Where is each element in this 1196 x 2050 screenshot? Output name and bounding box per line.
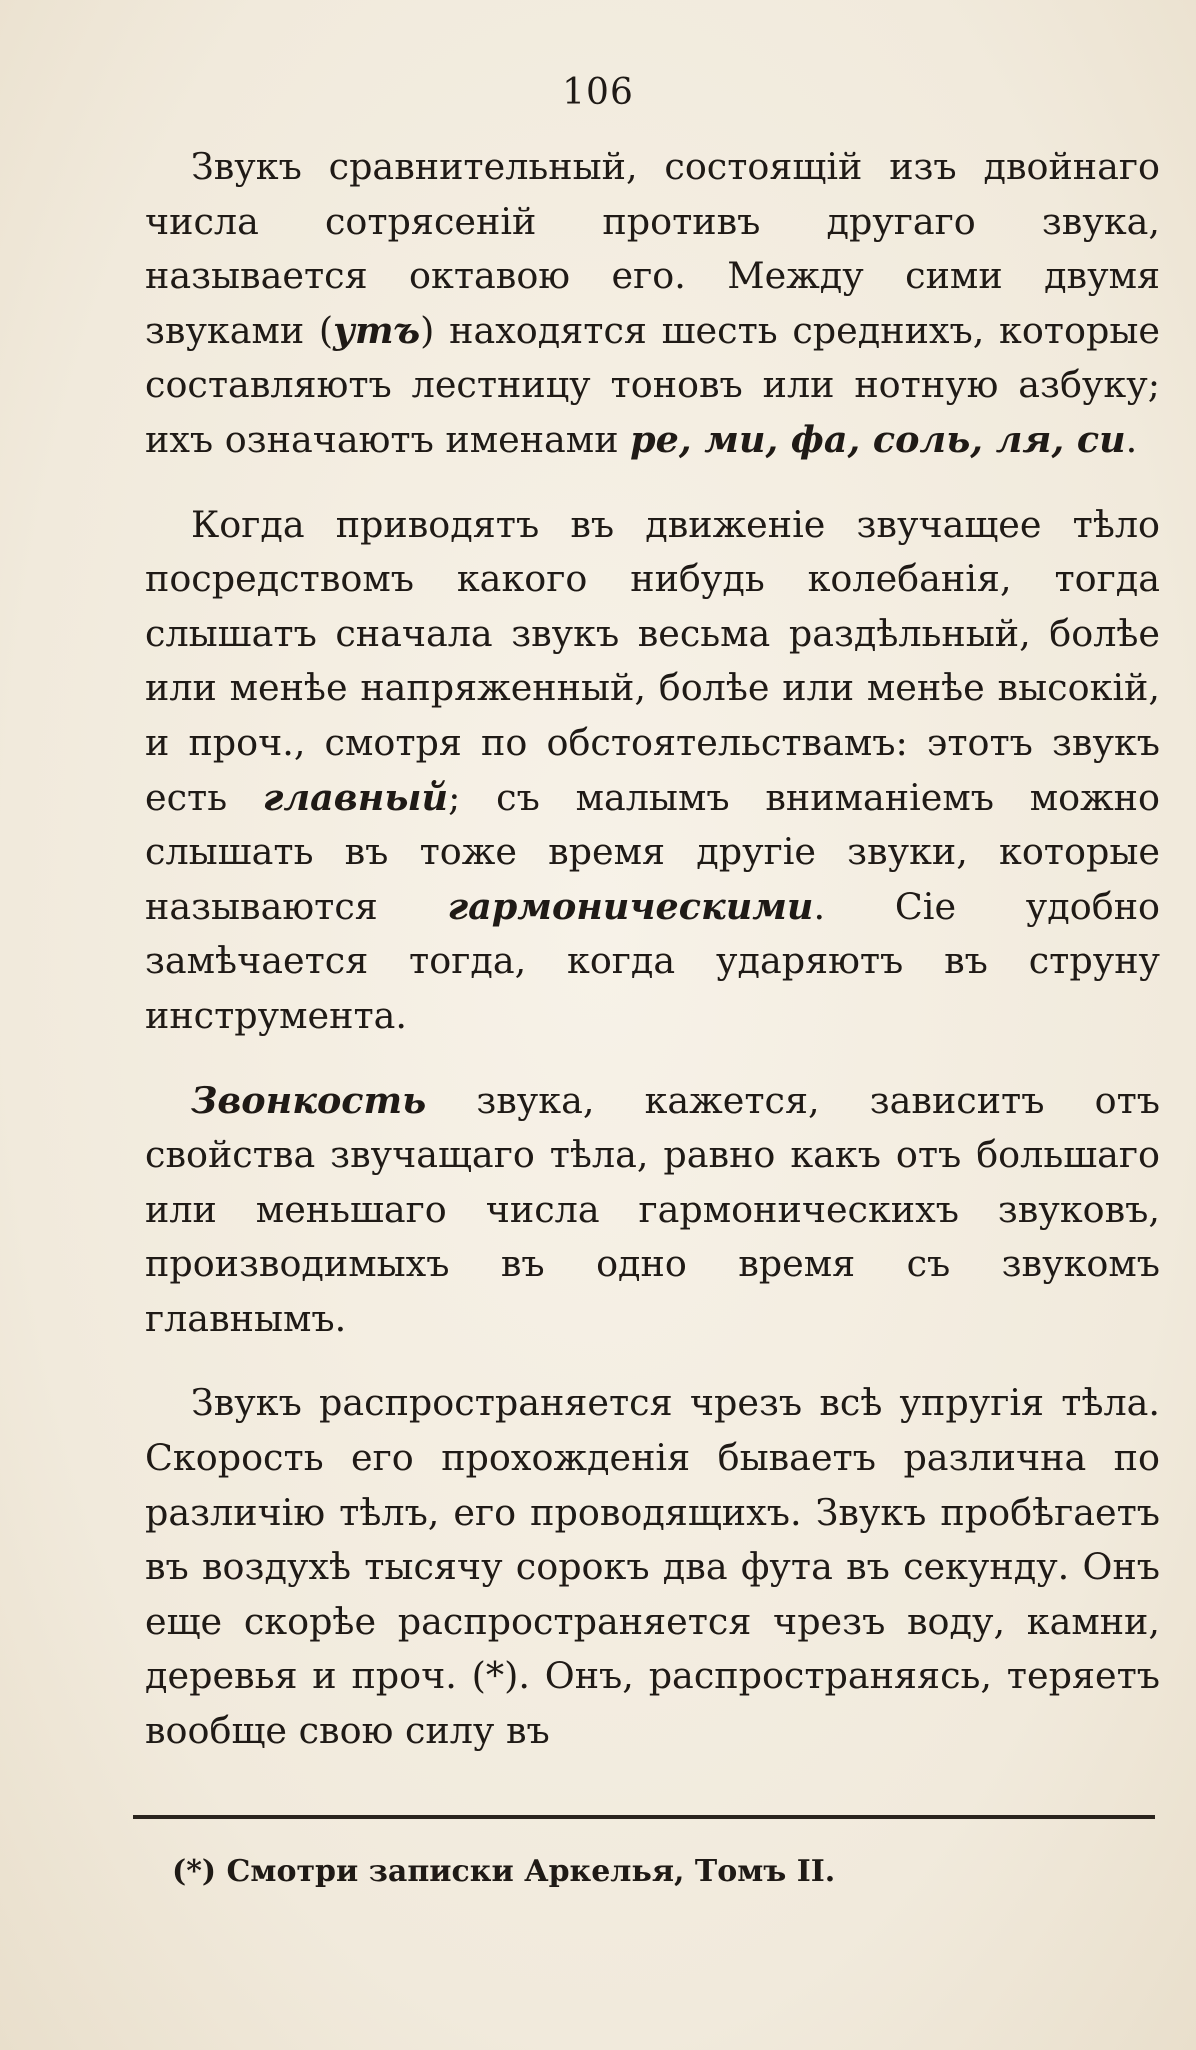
- body-text: [145, 140, 1160, 1789]
- emphasized-text: утъ: [333, 308, 421, 352]
- text-run: Когда приводятъ въ движеніе звучащее тѣло посредствомъ какого нибудь колебанія, тогда слышатъ сначала звукъ весьма раздѣльный, болѣе или менѣе напряженный, болѣе или менѣе высокій, и проч., смотря по обстоятельствамъ: этотъ звукъ есть: [145, 502, 1160, 819]
- paragraph: [145, 1376, 1160, 1758]
- text-run: . Сіе удобно замѣчается тогда, когда ударяютъ въ струну инструмента.: [145, 884, 1160, 1037]
- paragraph: [145, 1074, 1160, 1347]
- text-run: ; съ малымъ вниманіемъ можно слышать въ тоже время другіе звуки, которые называются: [145, 775, 1160, 928]
- footnote-divider: [133, 1815, 1155, 1819]
- text-run: звука, кажется, зависитъ отъ свойства звучащаго тѣла, равно какъ отъ большаго или меньшаго числа гармоническихъ звуковъ, производимыхъ въ одно время съ звукомъ главнымъ.: [145, 1078, 1160, 1340]
- emphasized-text: Звонкость: [191, 1078, 427, 1122]
- emphasized-text: гармоническими: [447, 884, 814, 928]
- page-number: 106: [562, 72, 634, 113]
- paragraph: [145, 140, 1160, 468]
- text-run: .: [1125, 417, 1138, 461]
- text-run: Звукъ сравнительный, состоящій изъ двойнаго числа сотрясеній противъ другаго звука, называется октавою его. Между сими двумя звуками (: [145, 145, 1160, 352]
- paragraph: [145, 498, 1160, 1044]
- text-run: Звукъ распространяется чрезъ всѣ упругія тѣла. Скорость его прохожденія бываетъ различна по различію тѣлъ, его проводящихъ. Звукъ пробѣгаетъ въ воздухѣ тысячу сорокъ два фута въ секунду. Онъ еще скорѣе распространяется чрезъ воду, камни, деревья и проч. (*). Онъ, распространяясь, теряетъ вообще свою силу въ: [145, 1381, 1160, 1753]
- emphasized-text: ре, ми, фа, соль, ля, си: [630, 417, 1126, 461]
- text-run: ) находятся шесть среднихъ, которые составляютъ лестницу тоновъ или нотную азбуку; ихъ означаютъ именами: [145, 308, 1160, 461]
- emphasized-text: главный: [262, 775, 449, 819]
- footnote: (*) Смотри записки Аркелья, Томъ II.: [172, 1854, 836, 1889]
